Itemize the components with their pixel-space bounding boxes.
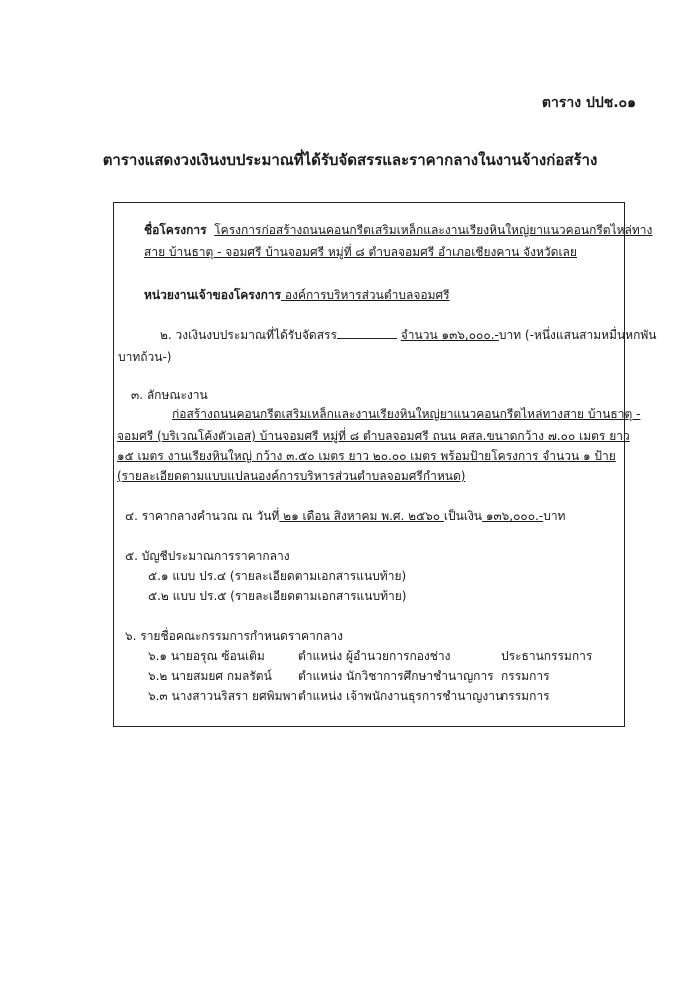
budget-text: บาท (-หนึ่งแสนสามหมื่นหกพัน — [498, 328, 657, 342]
committee-label: ๖. รายชื่อคณะกรรมการกำหนดราคากลาง — [125, 629, 344, 643]
median-price-amount-label: เป็นเงิน — [443, 509, 483, 523]
committee-member-1-name: ๖.๑ นายอรุณ ซ้อนเติม — [148, 649, 265, 663]
committee-member-1-role: ประธานกรรมการ — [501, 649, 593, 663]
committee-member-2-name: ๖.๒ นายสมยศ กมลรัตน์ — [148, 669, 272, 683]
budget-amount: จำนวน ๑๓๖,๐๐๐.- — [400, 328, 499, 342]
budget-label: ๒. วงเงินงบประมาณที่ได้รับจัดสรร — [160, 328, 337, 342]
committee-member-2-position: ตำแหน่ง นักวิชาการศึกษาชำนาญการ — [298, 669, 494, 683]
project-label: ชื่อโครงการ — [144, 223, 207, 237]
median-price-row — [125, 508, 565, 524]
document-title: ตารางแสดงวงเงินงบประมาณที่ได้รับจัดสรรและราคากลางในงานจ้างก่อสร้าง — [102, 151, 598, 169]
accounts-label: ๕. บัญชีประมาณการราคากลาง — [125, 549, 290, 563]
committee-member-3-role: กรรมการ — [501, 689, 550, 703]
characteristics-line-1: ก่อสร้างถนนคอนกรีตเสริมเหล็กและงานเรียงหินใหญ่ยาแนวคอนกรีตไหล่ทางสาย บ้านธาตุ - — [172, 407, 641, 421]
budget-line-2: บาทถ้วน-) — [118, 350, 172, 364]
form-code: ตาราง ปปช.๐๑ — [541, 95, 636, 111]
committee-member-3-position: ตำแหน่ง เจ้าพนักงานธุรการชำนาญงาน — [298, 689, 504, 703]
characteristics-line-3: ๑๕ เมตร งานเรียงหินใหญ่ กว้าง ๓.๕๐ เมตร ยาว ๒๐.๐๐ เมตร พร้อมป้ายโครงการ จำนวน ๑ ป้าย — [117, 449, 616, 463]
agency-value: องค์การบริหารส่วนตำบลจอมศรี — [281, 288, 450, 302]
committee-member-3-name: ๖.๓ นางสาวนริสรา ยศพิมพา — [148, 689, 298, 703]
characteristics-line-2: จอมศรี (บริเวณโค้งตัวเอส) บ้านจอมศรี หมู่ที่ ๘ ตำบลจอมศรี ถนน คสล.ขนาดกว้าง ๗.๐๐ เมตร ยาว — [117, 429, 630, 443]
median-price-unit: บาท — [543, 509, 566, 523]
budget-blank-line — [337, 328, 397, 339]
characteristics-label: ๓. ลักษณะงาน — [131, 388, 208, 402]
committee-member-2-role: กรรมการ — [501, 669, 550, 683]
budget-row — [160, 327, 656, 343]
agency-row — [144, 287, 450, 303]
project-name-line-1: โครงการก่อสร้างถนนคอนกรีตเสริมเหล็กและงานเรียงหินใหญ่ยาแนวคอนกรีตไหล่ทาง — [214, 223, 653, 237]
median-price-amount: ๑๓๖,๐๐๐.- — [482, 509, 544, 523]
agency-label: หน่วยงานเจ้าของโครงการ — [144, 288, 282, 302]
accounts-item-1: ๕.๑ แบบ ปร.๔ (รายละเอียดตามเอกสารแนบท้าย) — [148, 569, 407, 583]
committee-member-1-position: ตำแหน่ง ผู้อำนวยการกองช่าง — [298, 649, 451, 663]
characteristics-line-4: (รายละเอียดตามแบบแปลนองค์การบริหารส่วนตำบลจอมศรีกำหนด) — [117, 469, 466, 483]
median-price-date: ๒๑ เดือน สิงหาคม พ.ศ. ๒๕๖๐ — [279, 509, 444, 523]
project-name-line-2: สาย บ้านธาตุ - จอมศรี บ้านจอมศรี หมู่ที่ ๘ ตำบลจอมศรี อำเภอเชียงคาน จังหวัดเลย — [144, 245, 577, 259]
accounts-item-2: ๕.๒ แบบ ปร.๕ (รายละเอียดตามเอกสารแนบท้าย) — [148, 589, 407, 603]
project-line-1 — [144, 222, 652, 238]
median-price-label: ๔. ราคากลางคำนวณ ณ วันที่ — [125, 509, 280, 523]
